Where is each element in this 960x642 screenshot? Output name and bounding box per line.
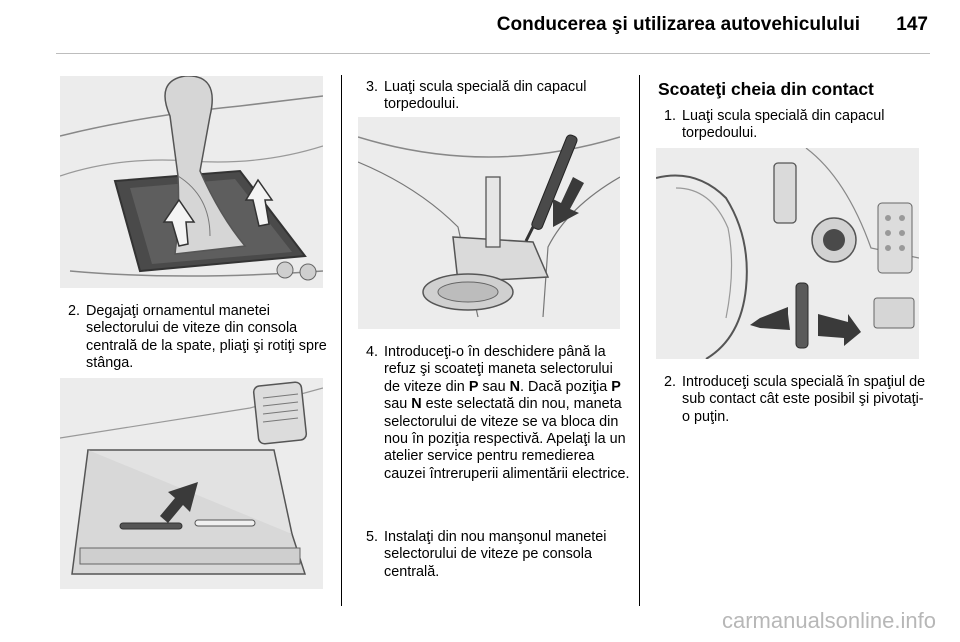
step-3-luati-scula <box>366 79 628 114</box>
watermark: carmanualsonline.info <box>721 608 936 633</box>
step-text: Introduceţi scula specială în spaţiul de sub contact cât este posibil şi pivotaţi-o puţin. <box>682 374 926 425</box>
figure-tool-in-opening <box>358 117 620 329</box>
tool-in-opening-illustration <box>358 117 620 329</box>
step-text: Luaţi scula specială din capacul torpedoului. <box>384 79 587 113</box>
step-number: 4. <box>366 344 379 360</box>
header-rule <box>56 53 930 54</box>
step-2-introduceti-scula <box>664 374 926 426</box>
step-number: 1. <box>664 108 677 124</box>
step-text: Luaţi scula specială din capacul torpedoului. <box>682 108 885 142</box>
gear-position-n: N <box>411 396 422 413</box>
step-2-degajati-ornamentul <box>68 303 330 373</box>
column-divider-left <box>341 75 342 606</box>
figure-gear-selector-trim <box>60 76 323 288</box>
step-text <box>384 344 632 483</box>
step-text: Instalaţi din nou manşonul manetei selectorului de viteze pe consola centrală. <box>384 529 607 580</box>
section-heading: Scoateţi cheia din contact <box>658 79 874 99</box>
gear-position-p: P <box>611 378 621 395</box>
figure-ignition-switch <box>656 148 919 359</box>
step-text-part: sau <box>384 396 412 413</box>
column-divider-right <box>639 75 640 606</box>
ignition-switch-illustration <box>656 148 919 359</box>
figure-glovebox-tool <box>60 378 323 589</box>
step-text-part: . Dacă poziţia <box>520 378 612 395</box>
step-text-part: sau <box>478 378 510 395</box>
glovebox-tool-illustration <box>60 378 323 589</box>
step-number: 2. <box>68 303 81 319</box>
gear-selector-trim-illustration <box>60 76 323 288</box>
gear-position-n: N <box>509 378 521 395</box>
step-text-part: este selectată din nou, maneta selectorului de viteze se va bloca din nou în poziţia respectivă. Apelaţi la un atelier service pentru remedierea cauzei întreruperii alimentării electrice. <box>384 396 630 482</box>
step-4-introduceti-o <box>366 344 632 483</box>
step-text: Degajaţi ornamentul manetei selectorului de viteze din consola centrală de la spate, pliaţi şi rotiţi spre stânga. <box>86 303 327 372</box>
step-number: 5. <box>366 529 379 545</box>
step-text-part: Introduceţi-o în deschidere până la refuz şi scoateţi maneta selectorului de viteze din <box>384 344 613 395</box>
page-number: 147 <box>896 14 928 35</box>
gear-position-p: P <box>468 378 479 395</box>
step-1-luati-scula <box>664 108 926 143</box>
step-number: 2. <box>664 374 677 390</box>
step-number: 3. <box>366 79 379 95</box>
step-5-instalati-din-nou <box>366 529 628 581</box>
running-header-title: Conducerea şi utilizarea autovehiculului <box>496 14 860 35</box>
